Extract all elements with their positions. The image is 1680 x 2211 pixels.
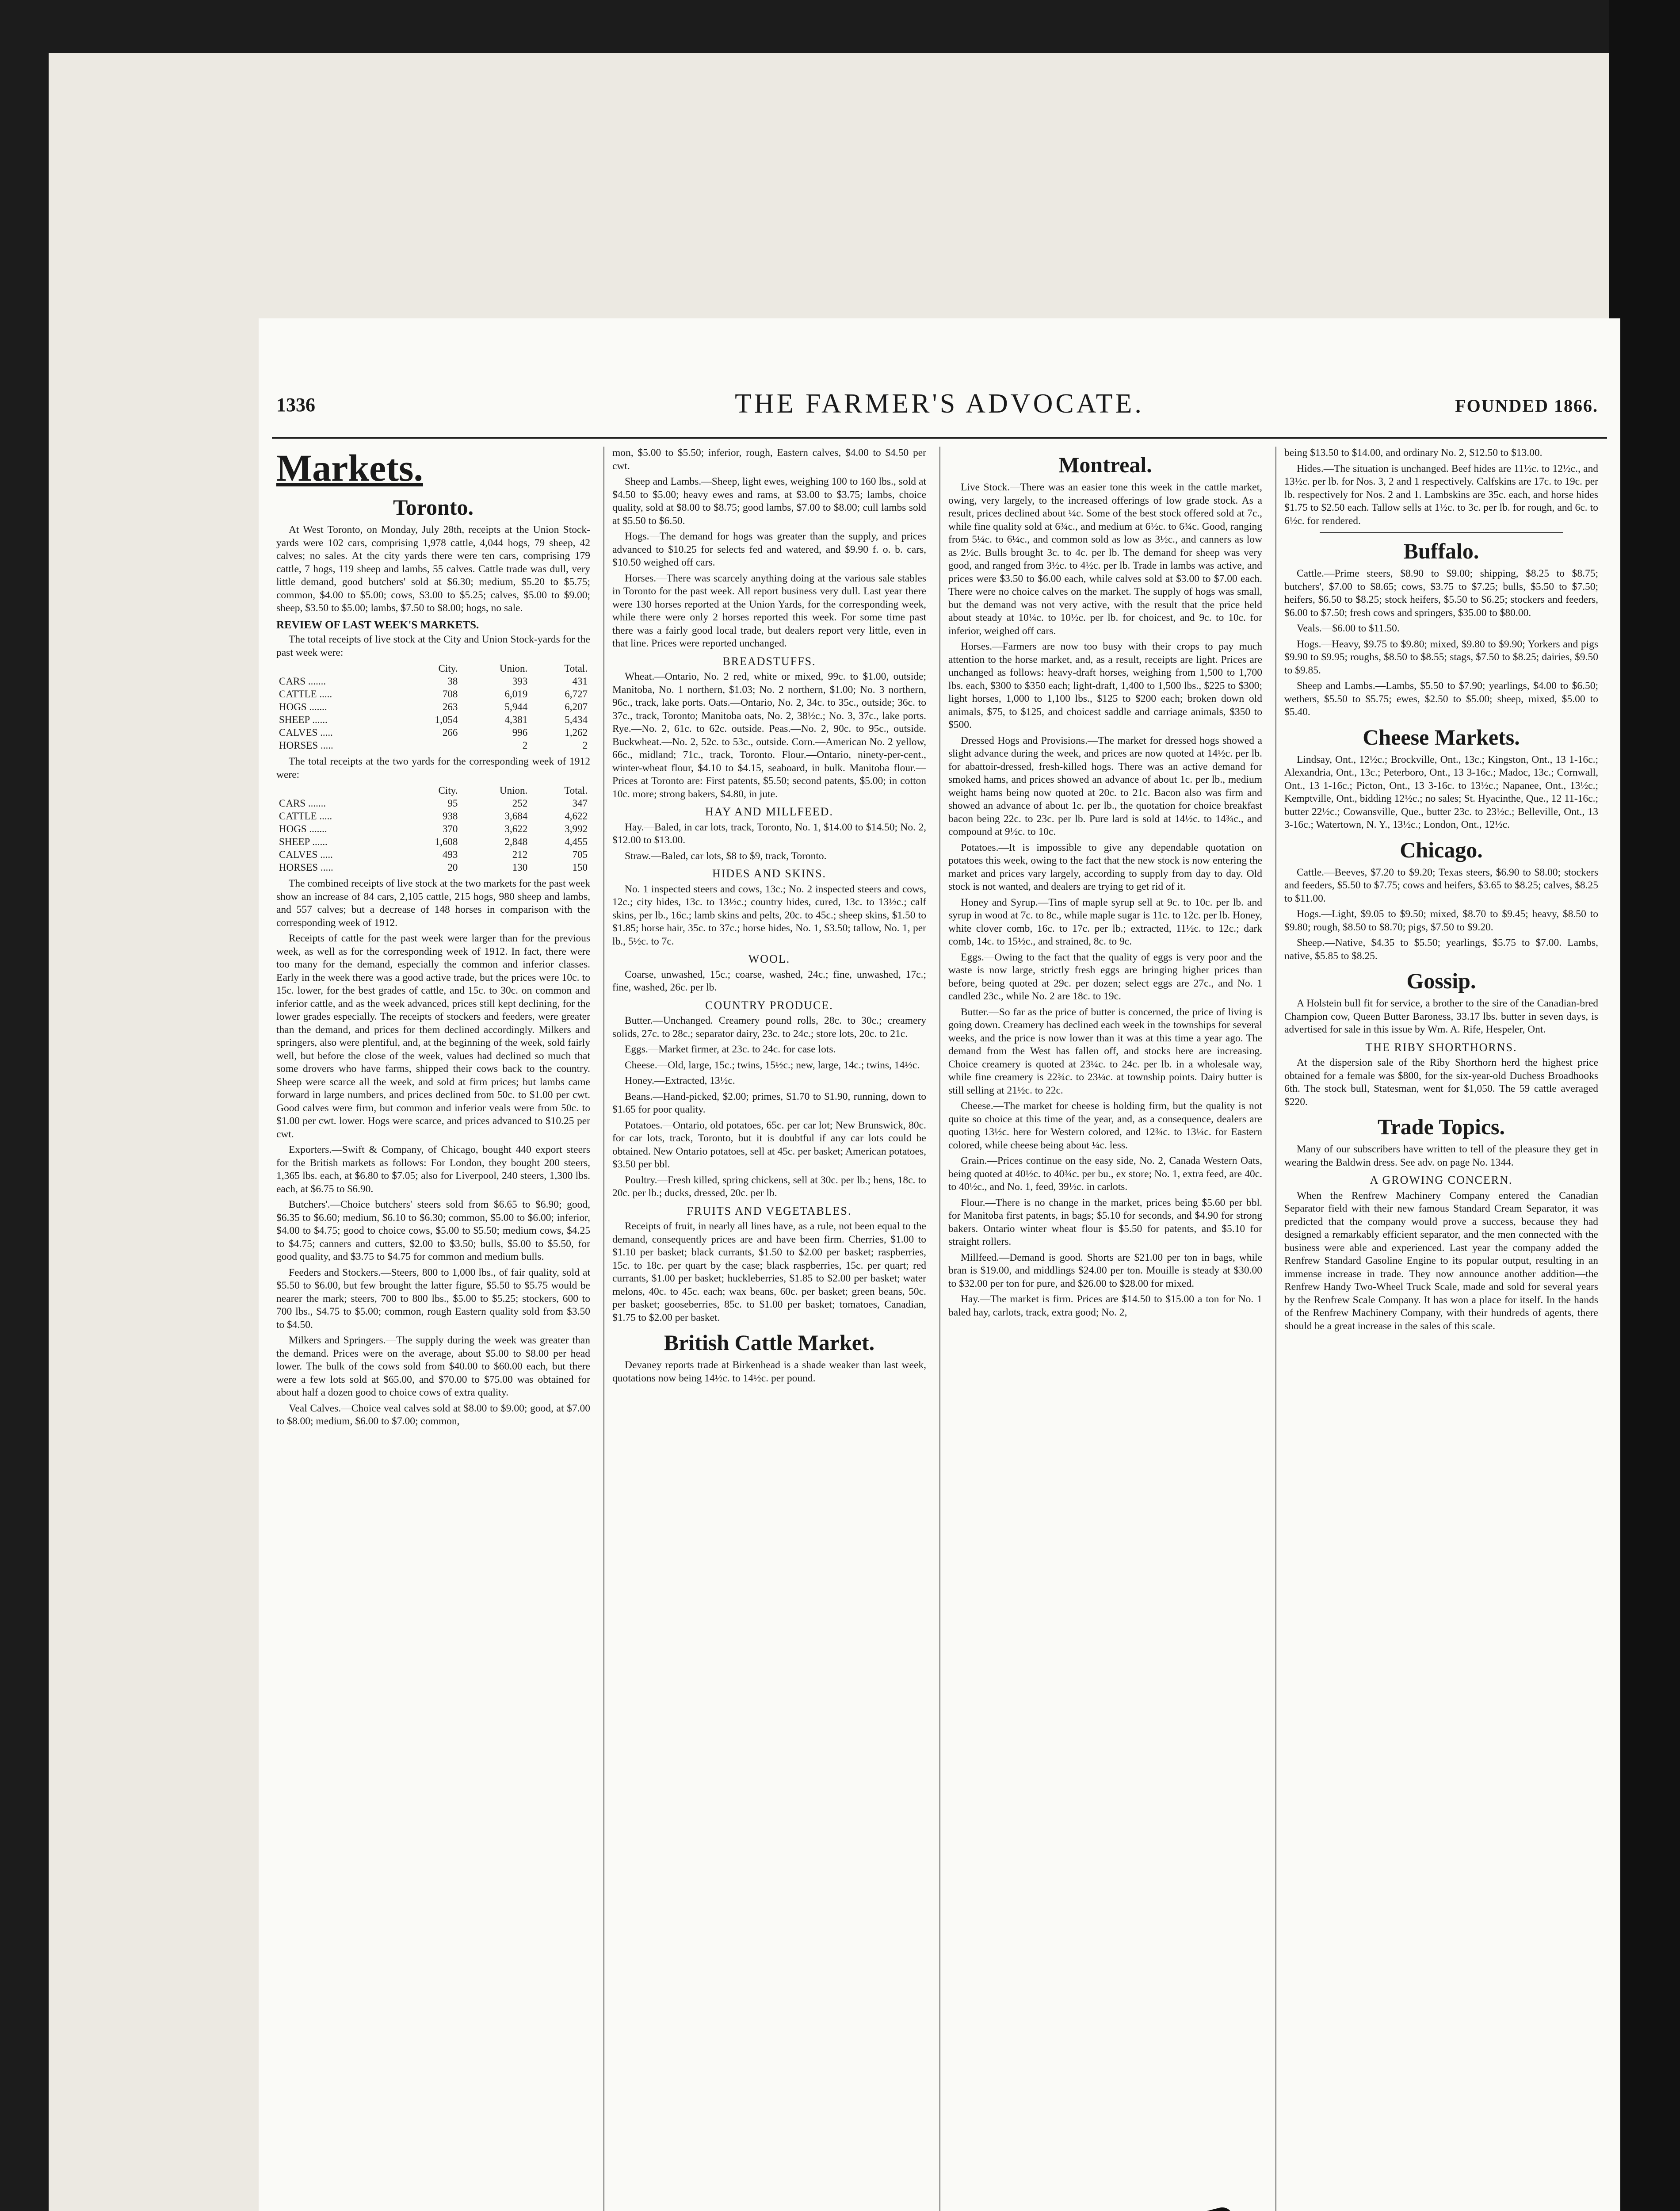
- table-row: [276, 726, 590, 739]
- table-header: [276, 662, 401, 675]
- paragraph: The combined receipts of live stock at the two markets for the past week show an increase of 84 cars, 2,105 cattle, 215 hogs, 980 sheep and lambs, and 557 calves; but a decrease of 148 horses in comparison with the corresponding week of 1912.: [276, 878, 590, 929]
- paragraph: Hogs.—Light, $9.05 to $9.50; mixed, $8.70 to $9.45; heavy, $8.50 to $9.80; rough, $8.50 to $8.70; pigs, $7.50 to $9.20.: [1284, 908, 1598, 933]
- table-cell: 2,848: [504, 836, 528, 847]
- table-cell: 1,054: [435, 714, 458, 725]
- paragraph: being $13.50 to $14.00, and ordinary No. 2, $12.50 to $13.00.: [1284, 447, 1543, 459]
- chicago-heading: Chicago.: [1400, 837, 1483, 862]
- table-row: [276, 675, 590, 688]
- paragraph: Poultry.—Fresh killed, spring chickens, sell at 30c. per lb.; hens, 18c. to 20c. per lb.; ducks, dressed, 20c. per lb.: [612, 1174, 926, 1199]
- section-separator: [1320, 532, 1563, 533]
- paragraph: Butter.—So far as the price of butter is concerned, the price of living is going down. Creamery has declined each week in the townships for several weeks, and the price is now lower than it was at this time a year ago. The demand from the West has fallen off, and stocks here are increasing. Choice creamery is quoted at 23¼c. to 24c. per lb. in a wholesale way, while fine creamery is 22¾c. to 23¼c. at township points. Dairy butter is still selling at 21½c. to 22c.: [948, 1006, 1262, 1096]
- paragraph: mon, $5.00 to $5.50; inferior, rough, Eastern calves, $4.00 to $4.50 per cwt.: [612, 447, 926, 472]
- table-row: [276, 797, 590, 810]
- paragraph: Live Stock.—There was an easier tone this week in the cattle market, owing, very largely, to the increased offerings of low grade stock. As a result, prices declined about ¼c. Some of the best stock offered sold at 7c., while fine quality sold at 6¾c., and medium at 6½c. to 6¾c. Good, ranging from 5¼c. to 6¼c., and common sold as low as 3½c., and canners as low as 2½c. Bulls brought 3c. to 4c. per lb. The demand for sheep was very good, and ranged from 3½c. to 4½c. per lb. Trade in lambs was active, and prices were $3.50 to $6.00 each, while calves sold at $3.00 to $7.00 each. There were no choice calves on the market. The supply of hogs was small, but the demand was not very active, with the result that the price held about steady at 10¼c. to 10½c. per lb. for choicest, and 9c. to 10c. for inferior, weighed off cars.: [948, 482, 1262, 637]
- paragraph: Cheese.—The market for cheese is holding firm, but the quality is not quite so choice at this time of the year, and, as a consequence, dealers are quoting 13½c. here for Western colored, and 12¾c. to 13¼c. for Eastern colored, while cheese being about ¼c. less.: [948, 1100, 1262, 1151]
- paragraph: Devaney reports trade at Birkenhead is a shade weaker than last week, quotations now being 14½c. to 14½c. per pound.: [612, 1359, 926, 1384]
- review-heading: REVIEW OF LAST WEEK'S MARKETS.: [276, 619, 479, 631]
- paragraph: Feeders and Stockers.—Steers, 800 to 1,000 lbs., of fair quality, sold at $5.50 to $6.00, but few brought the latter figure, $5.50 to $5.75 would be nearer the mark; steers, 700 to 800 lbs., $5.00 to $5.25; stockers, 600 to 700 lbs., $4.75 to $5.00; common, rough Eastern quality sold from $3.50 to $4.50.: [276, 1266, 590, 1331]
- paragraph: Exporters.—Swift & Company, of Chicago, bought 440 export steers for the British markets as follows: For London, they bought 200 steers, 1,365 lbs. each, at $6.80 to $7.05; also for Liverpool, 240 steers, 1,300 lbs. each, at $6.75 to $6.90.: [276, 1144, 590, 1195]
- column-4: [1284, 447, 1598, 2211]
- paragraph: Straw.—Baled, car lots, $8 to $9, track, Toronto.: [625, 850, 827, 862]
- table-cell: 6,019: [504, 689, 528, 700]
- table-cell: HORSES .....: [279, 740, 333, 751]
- paragraph: A Holstein bull fit for service, a brother to the sire of the Canadian-bred Champion cow, Queen Butter Baroness, 33.17 lbs. butter in seven days, is advertised for sale in this issue by Wm. A. Rife, Hespeler, Ont.: [1284, 998, 1598, 1035]
- paragraph: Hides.—The situation is unchanged. Beef hides are 11½c. to 12½c., and 13½c. per lb. for Nos. 3, 2 and 1 respectively. Calfskins are 17c. to 19c. per lb. respectively for Nos. 2 and 1. Lambskins are 35c. each, and horse hides $1.75 to $2.50 each. Tallow sells at 1½c. to 3c. per lb. for rough, and 6c. to 6½c. for rendered.: [1284, 463, 1598, 527]
- table-cell: 1,608: [435, 836, 458, 847]
- table-cell: CALVES .....: [279, 727, 333, 738]
- table-cell: CALVES .....: [279, 849, 333, 860]
- table-cell: 4,622: [565, 811, 588, 822]
- paragraph: At West Toronto, on Monday, July 28th, receipts at the Union Stock-yards were 102 cars, comprising 1,978 cattle, 4,044 hogs, 79 sheep, 42 calves; no sales. At the city yards there were ten cars, comprising 179 cattle, 7 hogs, 119 sheep and lambs, 55 calves. Cattle trade was dull, very little demand, good butchers' sold at $6.30; medium, $5.20 to $5.75; common, $4.00 to $5.00; cows, $3.00 to $5.25; calves, $5.00 to $9.00; sheep, $3.50 to $5.00; lambs, $7.50 to $8.00; hogs, no sale.: [276, 524, 590, 614]
- table-cell: SHEEP ......: [279, 836, 328, 847]
- table-cell: HORSES .....: [279, 862, 333, 873]
- table-cell: 705: [572, 849, 588, 860]
- paragraph: Milkers and Springers.—The supply during the week was greater than the demand. Prices were on the average, about $5.00 to $8.00 per head lower. The bulk of the cows sold from $40.00 to $60.00 each, but there were a few lots sold at $65.00, and $70.00 to $75.00 was obtained for about half a dozen good to choice cows of extra quality.: [276, 1335, 590, 1398]
- paragraph: Many of our subscribers have written to tell of the pleasure they get in wearing the Baldwin dress. See adv. on page No. 1344.: [1284, 1144, 1598, 1168]
- trade-topics-heading: Trade Topics.: [1377, 1114, 1505, 1139]
- paragraph: Wheat.—Ontario, No. 2 red, white or mixed, 99c. to $1.00, outside; Manitoba, No. 1 northern, $1.03; No. 2 northern, $1.00; No. 3 northern, 96c., track, lake ports. Oats.—Ontario, No. 2, 34c. to 35c., outside; 36c. to 37c., track, Toronto; Manitoba oats, No. 2, 38½c.; No. 3, 37c., lake ports. Rye.—No. 2, 61c. to 62c. outside. Peas.—No. 2, 90c. to 95c., outside. Buckwheat.—No. 2, 52c. to 53c., outside. Corn.—American No. 2 yellow, 66c., midland; 71c., track, Toronto. Flour.—Ontario, ninety-per-cent., winter-wheat flour, $4.10 to $4.15, seaboard, in bulk. Manitoba flour.—Prices at Toronto are: First patents, $5.50; second patents, $5.00; in cotton 10c. more; strong bakers, $4.80, in jute.: [612, 671, 926, 800]
- paragraph: Sheep.—Native, $4.35 to $5.50; yearlings, $5.75 to $7.00. Lambs, native, $5.85 to $8.25.: [1284, 937, 1598, 962]
- paragraph: Butchers'.—Choice butchers' steers sold from $6.65 to $6.90; good, $6.35 to $6.60; medium, $6.10 to $6.30; common, $5.00 to $6.00; inferior, $4.00 to $4.75; good to choice cows, $5.00 to $5.50; medium cows, $4.25 to $4.75; canners and cutters, $2.00 to $3.50; bulls, $5.00 to $5.50, for good quality, and $3.75 to $4.75 for common and medium bulls.: [276, 1199, 590, 1262]
- paragraph: Sheep and Lambs.—Sheep, light ewes, weighing 100 to 160 lbs., sold at $4.50 to $5.00; heavy ewes and rams, at $3.00 to $3.75; lambs, choice quality, sold at $8.00 to $8.75; good lambs, $7.00 to $8.00; cull lambs sold at $5.50 to $6.50.: [612, 476, 926, 527]
- paragraph: Dressed Hogs and Provisions.—The market for dressed hogs showed a slight advance during the week, and prices are now quoted at 14½c. per lb. for abattoir-dressed, fresh-killed hogs. There was an active demand for smoked hams, and prices showed an advance of about 1c. per lb., medium weight hams being now quoted at 20c. to 21c. Bacon also was firm and showed an advance of about 1c. per lb., the quotation for choice breakfast bacon being 22c. to 23c. per lb. Pure lard is sold at 14½c. to 14¾c., and compound at 9½c. to 10c.: [948, 734, 1262, 838]
- table-row: [276, 861, 590, 874]
- hides-heading: HIDES AND SKINS.: [712, 867, 827, 880]
- paragraph: At the dispersion sale of the Riby Shorthorn herd the highest price obtained for a female was $800, for the six-year-old Duchess Broadhooks 6th. The stock bull, Statesman, went for $1,050. The 59 cattle averaged $220.: [1284, 1057, 1598, 1108]
- table-cell: 20: [447, 862, 458, 873]
- paragraph: Veals.—$6.00 to $11.50.: [1297, 623, 1400, 634]
- produce-heading: COUNTRY PRODUCE.: [705, 998, 833, 1012]
- table-row: [276, 810, 590, 822]
- paragraph: The total receipts of live stock at the City and Union Stock-yards for the past week were:: [276, 634, 590, 658]
- paragraph: The total receipts at the two yards for the corresponding week of 1912 were:: [276, 756, 590, 780]
- table-cell: 393: [512, 676, 528, 687]
- paragraph: Millfeed.—Demand is good. Shorts are $21.00 per ton in bags, while bran is $19.00, and middlings $24.00 per ton. Mouille is steady at $30.00 to $32.00 per ton for pure, and $26.00 to $28.00 for mixed.: [948, 1251, 1262, 1289]
- column-3: [948, 447, 1262, 2211]
- paragraph: Cattle.—Beeves, $7.20 to $9.20; Texas steers, $6.90 to $8.00; stockers and feeders, $5.50 to $7.75; cows and heifers, $3.65 to $8.25; calves, $8.25 to $11.00.: [1284, 866, 1598, 904]
- column-1: [276, 447, 590, 2211]
- table-cell: 938: [442, 811, 458, 822]
- header-rule: [272, 437, 1607, 439]
- hay-heading: HAY AND MILLFEED.: [705, 805, 833, 818]
- table-cell: 38: [447, 676, 458, 687]
- table-row: [276, 848, 590, 861]
- table-row: [276, 835, 590, 848]
- table-cell: CATTLE .....: [279, 811, 332, 822]
- table-header: Total.: [564, 785, 588, 796]
- table-header: [276, 784, 401, 797]
- column-divider: [939, 447, 940, 2211]
- paragraph: Lindsay, Ont., 12½c.; Brockville, Ont., 13c.; Kingston, Ont., 13 1-16c.; Alexandria, Ont., 13c.; Peterboro, Ont., 13 3-16c.; Madoc, 13c.; Cornwall, Ont., 13 1-16c.; Picton, Ont., 13 3-16c. to 13½c.; Napanee, Ont., 13½c.; Kemptville, Ont., bidding 12½c.; no sales; St. Hyacinthe, Que., 12 11-16c.; butter 22½c.; Cowansville, Que., butter 23c. to 23½c.; Belleville, Ont., 13 3-16c.; Watertown, N. Y., 13½c.; London, Ont., 12½c.: [1284, 754, 1598, 830]
- column-2: [612, 447, 926, 2211]
- cheese-markets-heading: Cheese Markets.: [1363, 724, 1520, 750]
- table-cell: 1,262: [565, 727, 588, 738]
- receipts-table-1913: [276, 662, 590, 752]
- paragraph: Beans.—Hand-picked, $2.00; primes, $1.70 to $1.90, running, down to $1.65 for poor quality.: [612, 1090, 926, 1115]
- table-cell: 5,944: [504, 701, 528, 712]
- table-cell: 370: [442, 823, 458, 834]
- table-cell: CARS .......: [279, 676, 326, 687]
- table-header: Union.: [500, 785, 528, 796]
- growing-concern-heading: A GROWING CONCERN.: [1370, 1174, 1513, 1186]
- table-cell: 3,684: [504, 811, 528, 822]
- paragraph: When the Renfrew Machinery Company entered the Canadian Separator field with their new famous Standard Cream Separator, it was predicted that the company would prove a success, because they had designed a remarkably efficient separator, and the men connected with the business were able and experienced. Last year the company added the Renfrew Standard Gasoline Engine to its popular output, resulting in an immense increase in trade. They now announce another addition—the Renfrew Handy Two-Wheel Truck Scale, made and sold for several years by the Renfrew Scale Company. It has won a place for itself. In the hands of the Renfrew Machinery Company, with their hundreds of agents, there should be a great increase in the sales of this scale.: [1284, 1190, 1598, 1332]
- paragraph: Coarse, unwashed, 15c.; coarse, washed, 24c.; fine, unwashed, 17c.; fine, washed, 26c. per lb.: [612, 968, 926, 993]
- paragraph: Hogs.—The demand for hogs was greater than the supply, and prices advanced to $10.25 for selects fed and watered, and $9.90 f. o. b. cars, $10.50 weighed off cars.: [612, 531, 926, 568]
- riby-heading: THE RIBY SHORTHORNS.: [1365, 1040, 1517, 1054]
- paragraph: Sheep and Lambs.—Lambs, $5.50 to $7.90; yearlings, $4.00 to $6.50; wethers, $5.50 to $5.75; ewes, $2.50 to $5.00; sheep, mixed, $5.00 to $5.40.: [1284, 680, 1598, 718]
- paragraph: Hay.—Baled, in car lots, track, Toronto, No. 1, $14.00 to $14.50; No. 2, $12.00 to $13.00.: [612, 821, 926, 846]
- toronto-heading: Toronto.: [393, 495, 473, 520]
- table-cell: 263: [442, 701, 458, 712]
- paragraph: Potatoes.—It is impossible to give any dependable quotation on potatoes this week, owing to the fact that the new stock is now entering the market and prices vary largely, according to supply from day to day. Old stock is not wanted, and dealers are trying to get rid of it.: [948, 842, 1262, 892]
- table-cell: 493: [442, 849, 458, 860]
- montreal-heading: Montreal.: [1058, 452, 1152, 477]
- table-cell: 212: [512, 849, 528, 860]
- paragraph: Butter.—Unchanged. Creamery pound rolls, 28c. to 30c.; creamery solids, 27c. to 28c.; separator dairy, 23c. to 24c.; store lots, 20c. to 21c.: [612, 1015, 926, 1040]
- table-cell: 4,455: [565, 836, 588, 847]
- paragraph: Eggs.—Owing to the fact that the quality of eggs is very poor and the waste is now large, strictly fresh eggs are bringing higher prices than before, being quoted at 29c. per dozen; select eggs are 27c., and No. 1 candled 23c., while No. 2 are 18c. to 19c.: [948, 951, 1262, 1002]
- table-row: [276, 688, 590, 700]
- table-cell: 347: [572, 798, 588, 809]
- column-divider: [1275, 447, 1276, 2211]
- table-cell: 708: [442, 689, 458, 700]
- table-cell: SHEEP ......: [279, 714, 328, 725]
- paragraph: Honey and Syrup.—Tins of maple syrup sell at 9c. to 10c. per lb. and syrup in wood at 7c. to 8c., while maple sugar is 11c. to 12c. per lb. Honey, white clover comb, 16c. to 17c. per lb.; extracted, 11½c. to 12c.; dark comb, 14c. to 15½c., and strained, 8c. to 9c.: [948, 896, 1262, 947]
- table-row: [276, 713, 590, 726]
- buffalo-heading: Buffalo.: [1403, 539, 1479, 563]
- page-number: 1336: [276, 394, 315, 416]
- table-header: City.: [438, 663, 458, 674]
- paragraph: Horses.—There was scarcely anything doing at the various sale stables in Toronto for the past week. All report business very dull. Last year there were 130 horses reported at the Union Yards, for the corresponding week, while there were only 2 horses reported this week. For some time past there was a fairly good local trade, but dealers report very little, even in that line. Prices were reported unchanged.: [612, 572, 926, 649]
- founded-label: FOUNDED 1866.: [1455, 396, 1598, 416]
- paragraph: Hogs.—Heavy, $9.75 to $9.80; mixed, $9.80 to $9.90; Yorkers and pigs $9.90 to $9.95; roughs, $8.50 to $8.55; stags, $7.50 to $8.25; dairies, $9.50 to $9.85.: [1284, 638, 1598, 676]
- receipts-table-1912: [276, 784, 590, 874]
- paragraph: Honey.—Extracted, 13½c.: [625, 1075, 735, 1086]
- table-cell: 431: [572, 676, 588, 687]
- newspaper-page: [259, 318, 1620, 2211]
- table-cell: 6,207: [565, 701, 588, 712]
- table-header-row: [276, 662, 590, 675]
- table-cell: 4,381: [504, 714, 528, 725]
- paragraph: Cheese.—Old, large, 15c.; twins, 15½c.; new, large, 14c.; twins, 14½c.: [625, 1059, 920, 1071]
- paragraph: Potatoes.—Ontario, old potatoes, 65c. per car lot; New Brunswick, 80c. for car lots, track, Toronto, but it is doubtful if any car lots could be obtained. New Ontario potatoes, sell at 45c. per basket; American potatoes, $3.50 per bbl.: [612, 1119, 926, 1170]
- table-cell: 5,434: [565, 714, 588, 725]
- wool-heading: WOOL.: [748, 952, 790, 965]
- gossip-heading: Gossip.: [1406, 968, 1476, 993]
- paragraph: Veal Calves.—Choice veal calves sold at $8.00 to $9.00; good, at $7.00 to $8.00; medium, $6.00 to $7.00; common,: [276, 1402, 590, 1427]
- table-cell: [401, 739, 461, 752]
- table-cell: CATTLE .....: [279, 689, 332, 700]
- paragraph: Flour.—There is no change in the market, prices being $5.60 per bbl. for Manitoba first patents, in bags; $5.10 for seconds, and $4.90 for strong bakers. Ontario winter wheat flour is $5.50 for patents, and $5.10 for straight rollers.: [948, 1197, 1262, 1247]
- table-cell: HOGS .......: [279, 701, 327, 712]
- table-cell: CARS .......: [279, 798, 326, 809]
- table-row: [276, 739, 590, 752]
- paragraph: Grain.—Prices continue on the easy side, No. 2, Canada Western Oats, being quoted at 40½c. to 40¾c. per bu., ex store; No. 1, extra feed, are 40c. to 40½c., and No. 1, feed, 39½c. in carlots.: [948, 1155, 1262, 1193]
- fruits-heading: FRUITS AND VEGETABLES.: [687, 1204, 852, 1217]
- table-row: [276, 700, 590, 713]
- table-cell: 2: [522, 740, 528, 751]
- masthead-title: THE FARMER'S ADVOCATE.: [735, 389, 1144, 419]
- table-cell: 266: [442, 727, 458, 738]
- paragraph: Receipts of cattle for the past week were larger than for the previous week, as well as for the corresponding week of 1912. In fact, there were too many for the demand, especially the common and inferior classes. Early in the week there was a good active trade, but the prices were 10c. to 15c. lower, for the best grades of cattle, and 15c. to 30c. on common and inferior cattle, and as the week advanced, prices still kept declining, for the lower grades especially. The receipts of stockers and feeders, were greater than the demand, and prices for them declined accordingly. Milkers and springers, also were plentiful, and, at the beginning of the week, sold fairly well, but before the close of the week, values had declined so much that some drovers who have farms, shipped their cows back to the country. Sheep were scarce all the week, and sold at firm prices; but lambs came forward in large numbers, and prices declined from 50c. to $1.00 per cwt. Good calves were firm, but common and inferior veals were from 50c. to $1.00 per cwt. lower. Hogs were scarce, and prices advanced to $10.25 per cwt.: [276, 933, 590, 1140]
- breadstuffs-heading: BREADSTUFFS.: [722, 654, 816, 668]
- table-cell: 3,992: [565, 823, 588, 834]
- table-cell: 130: [512, 862, 528, 873]
- table-header: Total.: [564, 663, 588, 674]
- table-cell: 150: [572, 862, 588, 873]
- paragraph: Horses.—Farmers are now too busy with their crops to pay much attention to the horse market, and, as a result, receipts are light. Prices are unchanged as follows: heavy-draft horses, weighing from 1,500 to 1,700 lbs. each, $300 to $350 each; light-draft, 1,400 to 1,500 lbs., $225 to $300; light horses, 1,000 to 1,100 lbs., $125 to $200 each; broken down old animals, $75, to $125, and choicest saddle and carriage animals, $350 to $500.: [948, 641, 1262, 731]
- table-header: City.: [438, 785, 458, 796]
- british-cattle-heading: British Cattle Market.: [664, 1330, 875, 1355]
- table-header: Union.: [500, 663, 528, 674]
- table-cell: 2: [582, 740, 588, 751]
- table-cell: HOGS .......: [279, 823, 327, 834]
- page-header: [272, 385, 1607, 433]
- paragraph: Cattle.—Prime steers, $8.90 to $9.00; shipping, $8.25 to $8.75; butchers', $7.00 to $8.65; cows, $3.75 to $7.25; bulls, $5.50 to $7.50; heifers, $6.50 to $8.25; stock heifers, $5.50 to $6.25; stockers and feeders, $6.00 to $7.50; fresh cows and springers, $35.00 to $80.00.: [1284, 568, 1598, 619]
- markets-title: Markets.: [276, 447, 423, 489]
- table-row: [276, 822, 590, 835]
- column-divider: [603, 447, 604, 2211]
- table-cell: 95: [447, 798, 458, 809]
- table-cell: 6,727: [565, 689, 588, 700]
- paragraph: Receipts of fruit, in nearly all lines have, as a rule, not been equal to the demand, consequently prices are and have been firm. Cherries, $1.00 to $1.10 per basket; black currants, $1.50 to $2.00 per basket; raspberries, 15c. to 18c. per quart by the case; black raspberries, 15c. per quart; red currants, $1.00 per basket; huckleberries, $1.85 to $2.00 per basket; water melons, 40c. to 45c. each; wax beans, 60c. per basket; green beans, 50c. per basket; gooseberries, 85c. to $1.00 per basket; tomatoes, Canadian, $1.75 to $2.00 per basket.: [612, 1220, 926, 1324]
- paragraph: Eggs.—Market firmer, at 23c. to 24c. for case lots.: [625, 1044, 836, 1055]
- table-cell: 996: [512, 727, 528, 738]
- paragraph: Hay.—The market is firm. Prices are $14.50 to $15.00 a ton for No. 1 baled hay, carlots, track, extra good; No. 2,: [948, 1293, 1262, 1318]
- table-cell: 252: [512, 798, 528, 809]
- paragraph: No. 1 inspected steers and cows, 13c.; No. 2 inspected steers and cows, 12c.; city hides, 13c. to 13½c.; country hides, cured, 13c. to 13½c.; calf skins, per lb., 16c.; lamb skins and pelts, 20c. to 45c.; sheep skins, $1.50 to $1.85; horse hair, 35c. to 37c.; horse hides, No. 1, $3.50; tallow, No. 1, per lb., 5½c. to 7c.: [612, 883, 926, 947]
- table-header-row: [276, 784, 590, 797]
- table-cell: 3,622: [504, 823, 528, 834]
